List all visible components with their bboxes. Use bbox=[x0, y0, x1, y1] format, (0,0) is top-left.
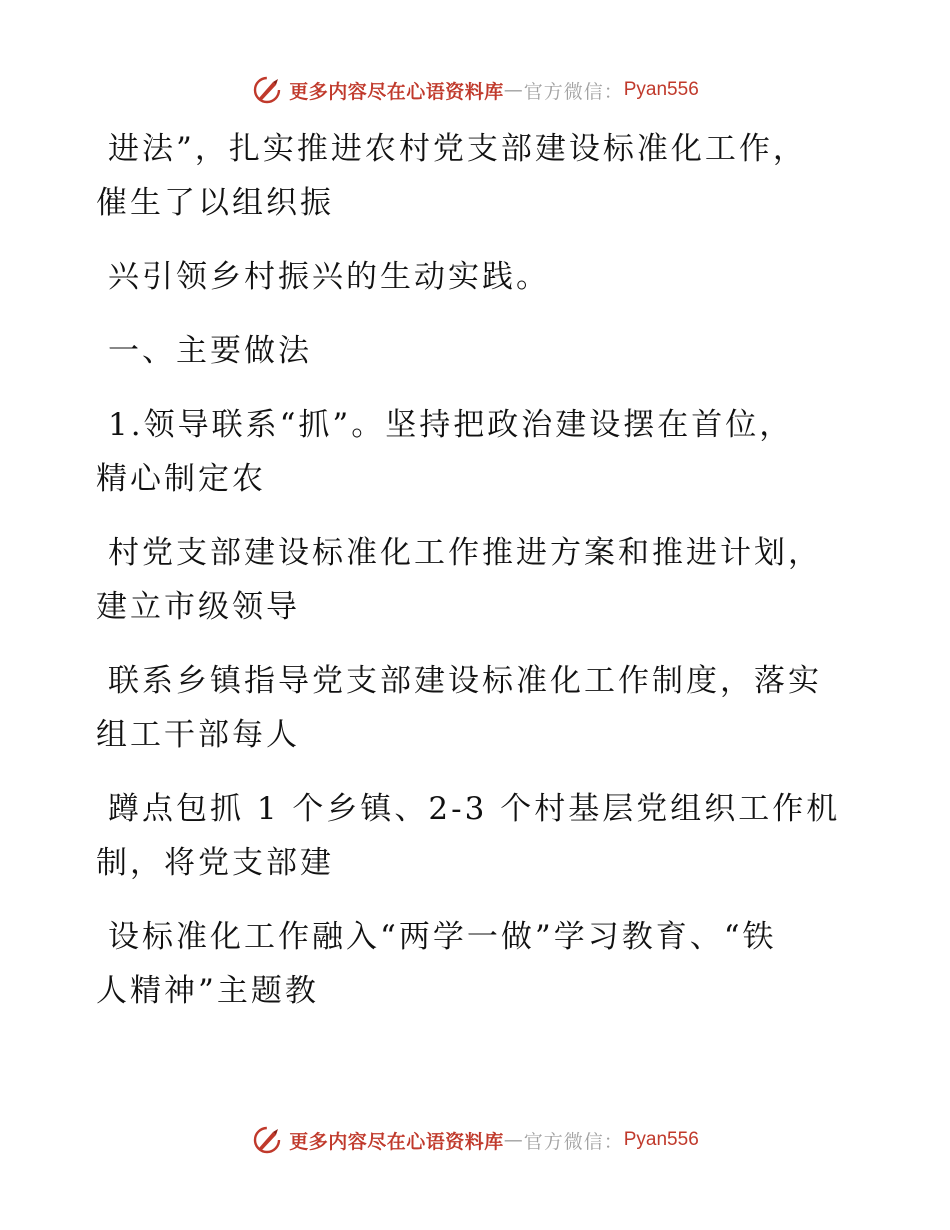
paragraph-line: 设标准化工作融入“两学一做”学习教育、“铁 bbox=[108, 919, 777, 955]
paragraph-line: 制，将党支部建 bbox=[96, 845, 334, 881]
banner-dash: — bbox=[503, 79, 524, 101]
paragraph-line: 蹲点包抓 1 个乡镇、2-3 个村基层党组织工作机 bbox=[108, 791, 841, 827]
paragraph-1 bbox=[96, 122, 856, 230]
banner-inner bbox=[251, 1124, 699, 1156]
banner-main-text: 更多内容尽在心语资料库 bbox=[289, 1130, 504, 1153]
paragraph-line: 村党支部建设标准化工作推进方案和推进计划， bbox=[108, 535, 822, 571]
quill-pen-logo-icon bbox=[251, 74, 283, 106]
banner-wechat-id: Pyan556 bbox=[623, 79, 699, 100]
quill-pen-logo-icon bbox=[251, 1124, 283, 1156]
paragraph-line: 兴引领乡村振兴的生动实践。 bbox=[108, 259, 550, 295]
banner-sub-text: 官方微信： bbox=[523, 1130, 624, 1153]
paragraph-5 bbox=[96, 526, 856, 634]
paragraph-line: 联系乡镇指导党支部建设标准化工作制度，落实 bbox=[108, 663, 822, 699]
paragraph-8 bbox=[96, 910, 856, 1018]
banner-dash: — bbox=[503, 1129, 524, 1151]
paragraph-line: 组工干部每人 bbox=[96, 717, 300, 753]
document-body bbox=[96, 122, 856, 1038]
header-watermark-banner bbox=[0, 70, 950, 110]
banner-sub-text: 官方微信： bbox=[523, 80, 624, 103]
paragraph-4 bbox=[96, 398, 856, 506]
section-heading bbox=[96, 324, 856, 378]
paragraph-2 bbox=[96, 250, 856, 304]
paragraph-line: 建立市级领导 bbox=[96, 589, 300, 625]
paragraph-7 bbox=[96, 782, 856, 890]
banner-inner bbox=[251, 74, 699, 106]
paragraph-line: 精心制定农 bbox=[96, 461, 266, 497]
banner-main-text: 更多内容尽在心语资料库 bbox=[289, 80, 504, 103]
paragraph-line: 1.领导联系“抓”。坚持把政治建设摆在首位， bbox=[108, 407, 794, 443]
section-heading-text: 一、主要做法 bbox=[108, 333, 312, 369]
paragraph-line: 催生了以组织振 bbox=[96, 185, 334, 221]
paragraph-6 bbox=[96, 654, 856, 762]
paragraph-line: 进法”，扎实推进农村党支部建设标准化工作， bbox=[108, 131, 807, 167]
banner-wechat-id: Pyan556 bbox=[623, 1129, 699, 1150]
paragraph-line: 人精神”主题教 bbox=[96, 973, 319, 1009]
footer-watermark-banner bbox=[0, 1120, 950, 1160]
